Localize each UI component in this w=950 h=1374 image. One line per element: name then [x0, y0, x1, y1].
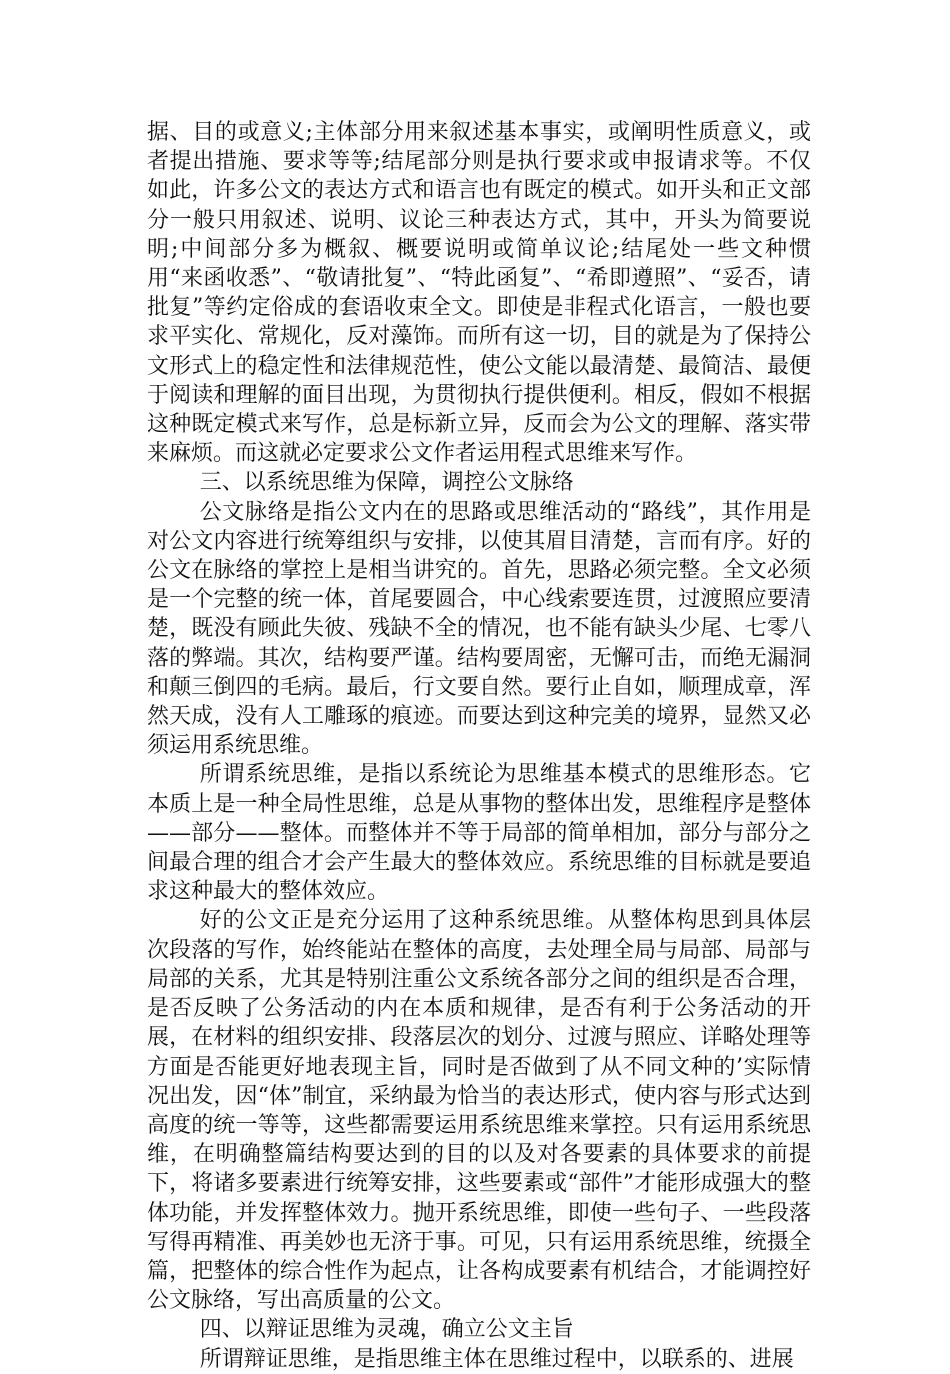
body-paragraph: 好的公文正是充分运用了这种系统思维。从整体构思到具体层次段落的写作，始终能站在整体的高度，去处理全局与局部、局部与局部的关系，尤其是特别注重公文系统各部分之间的组织是否合理，是否反映了公务活动的内在本质和规律，是否有利于公务活动的开展，在材料的组织安排、段落层次的划分、过渡与照应、详略处理等方面是否能更好地表现主旨，同时是否做到了从不同文种的’实际情况出发，因“体”制宜，采纳最为恰当的表达形式，使内容与形式达到高度的统一等等，这些都需要运用系统思维来掌控。只有运用系统思维，在明确整篇结构要达到的目的以及对各要素的具体要求的前提下，将诸多要素进行统筹安排，这些要素或“部件”才能形成强大的整体功能，并发挥整体效力。抛开系统思维，即使一些句子、一些段落写得再精准、再美妙也无济于事。可见，只有运用系统思维，统摄全篇，把整体的综合性作为起点，让各构成要素有机结合，才能调控好公文脉络，写出高质量的公文。 [147, 908, 811, 1314]
body-paragraph: 公文脉络是指公文内在的思路或思维活动的“路线”，其作用是对公文内容进行统筹组织与安排，以使其眉目清楚，言而有序。好的公文在脉络的掌控上是相当讲究的。首先，思路必须完整。全文必须是一个完整的统一体，首尾要圆合，中心线索要连贯，过渡照应要清楚，既没有顾此失彼、残缺不全的情况，也不能有缺头少尾、七零八落的弊端。其次，结构要严谨。结构要周密，无懈可击，而绝无漏洞和颠三倒四的毛病。最后，行文要自然。要行止自如，顺理成章，浑然天成，没有人工雕琢的痕迹。而要达到这种完美的境界，显然又必须运用系统思维。 [147, 499, 811, 759]
section-heading-3: 三、以系统思维为保障，调控公文脉络 [199, 470, 574, 496]
section-heading-4: 四、以辩证思维为灵魂，确立公文主旨 [199, 1317, 574, 1343]
body-paragraph-truncated: 所谓辩证思维，是指思维主体在思维过程中，以联系的、进展 [199, 1346, 794, 1372]
body-paragraph: 所谓系统思维，是指以系统论为思维基本模式的思维形态。它本质上是一种全局性思维，总是从事物的整体出发，思维程序是整体——部分——整体。而整体并不等于局部的简单相加，部分与部分之间最合理的组合才会产生最大的整体效应。系统思维的目标就是要追求这种最大的整体效应。 [147, 762, 811, 905]
body-paragraph-continuation: 据、目的或意义;主体部分用来叙述基本事实，或阐明性质意义，或者提出措施、要求等等;结尾部分则是执行要求或申报请求等。不仅如此，许多公文的表达方式和语言也有既定的模式。如开头和正文部分一般只用叙述、说明、议论三种表达方式，其中，开头为简要说明;中间部分多为概叙、概要说明或简单议论;结尾处一些文种惯用“来函收悉”、“敬请批复”、“特此函复”、“希即遵照”、“妥否，请批复”等约定俗成的套语收束全文。即使是非程式化语言，一般也要求平实化、常规化，反对藻饰。而所有这一切，目的就是为了保持公文形式上的稳定性和法律规范性，使公文能以最清楚、最简洁、最便于阅读和理解的面目出现，为贯彻执行提供便利。相反，假如不根据这种既定模式来写作，总是标新立异，反而会为公文的理解、落实带来麻烦。而这就必定要求公文作者运用程式思维来写作。 [147, 120, 811, 467]
document-page [147, 118, 811, 1374]
